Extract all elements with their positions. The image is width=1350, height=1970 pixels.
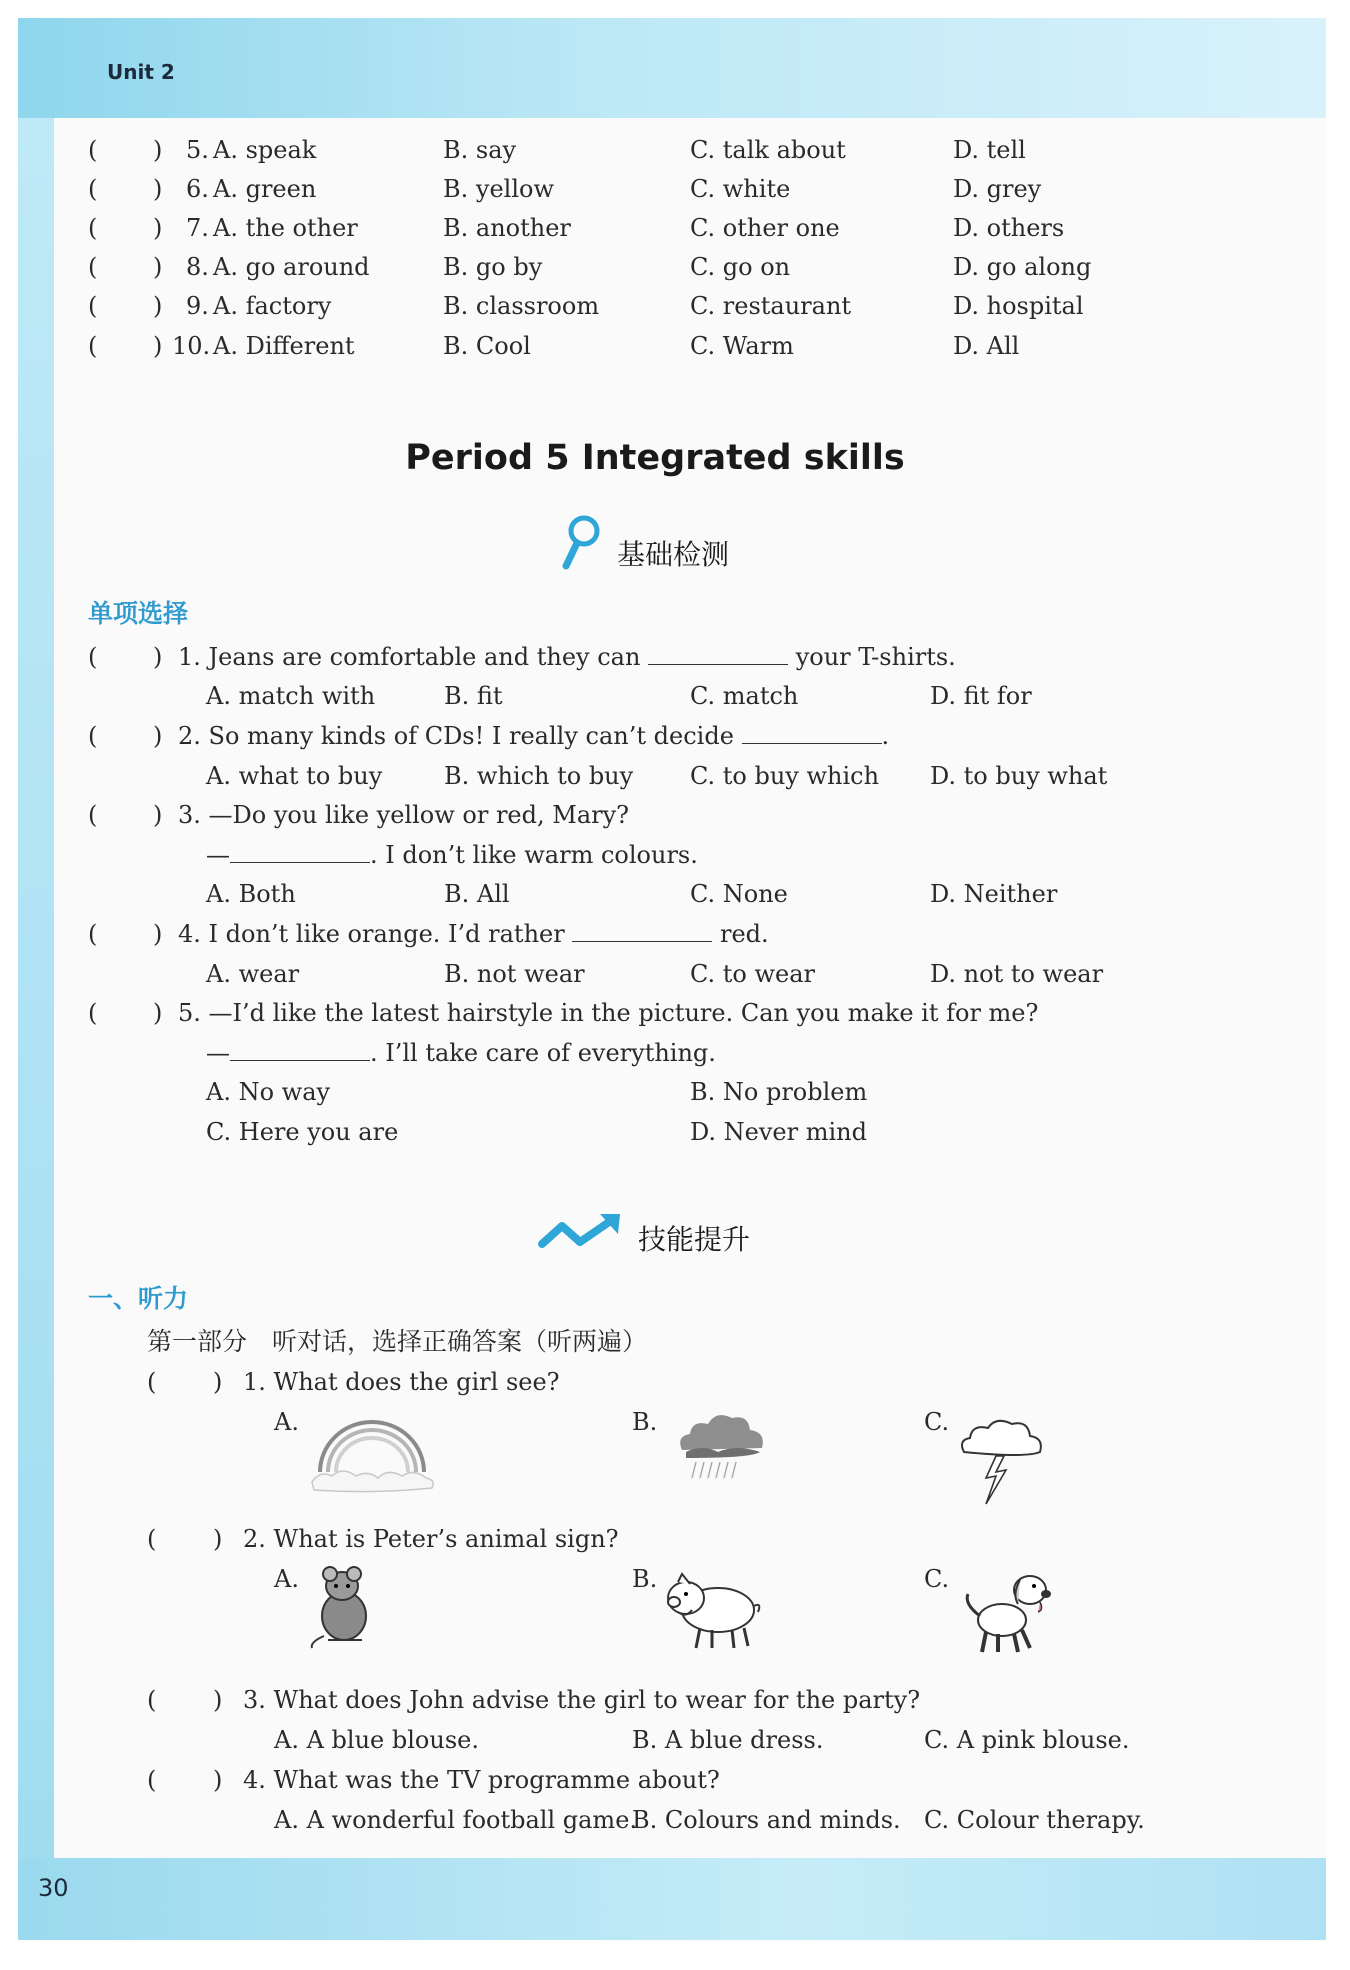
option-d: D. go along [953,253,1092,281]
answer-paren-left: ( [147,1766,157,1794]
answer-paren-left: ( [147,1368,157,1396]
question-stem: 3. What does John advise the girl to wear for the party? [243,1686,921,1714]
answer-paren-left: ( [88,722,98,750]
rising-arrow-icon [538,1212,622,1252]
option-b: B. yellow [443,175,554,203]
answer-paren-left: ( [88,175,98,203]
pig-icon [660,1568,764,1652]
option-b: B. No problem [690,1078,868,1106]
option-b: B. another [443,214,571,242]
answer-paren-right: ) [153,999,163,1027]
answer-paren-left: ( [88,643,98,671]
option-d: D. Never mind [690,1118,867,1146]
option-d: D. Neither [930,880,1058,908]
answer-paren-right: ) [213,1686,223,1714]
option-d: D. not to wear [930,960,1104,988]
answer-paren-left: ( [88,214,98,242]
option-a: A. Different [213,332,355,360]
option-c: C. match [690,682,799,710]
single-choice-label: 单项选择 [88,599,189,628]
answer-paren-right: ) [153,292,163,320]
question-stem: 4. I don’t like orange. I’d rather red. [178,920,769,948]
option-d: D. to buy what [930,762,1108,790]
option-c: C. [924,1565,950,1593]
reply-line: — . I’ll take care of everything. [206,1039,716,1067]
question-stem: 3. —Do you like yellow or red, Mary? [178,801,630,829]
option-c: C. restaurant [690,292,852,320]
answer-paren-right: ) [153,136,163,164]
option-a: A. the other [213,214,358,242]
answer-paren-left: ( [88,332,98,360]
answer-paren-left: ( [88,801,98,829]
reply-line: — . I don’t like warm colours. [206,841,698,869]
question-stem: 5. —I’d like the latest hairstyle in the picture. Can you make it for me? [178,999,1039,1027]
period-title: Period 5 Integrated skills [405,438,905,478]
option-b: B. Cool [443,332,531,360]
question-stem: 4. What was the TV programme about? [243,1766,720,1794]
question-stem: 1. Jeans are comfortable and they can your T-shirts. [178,643,956,671]
listening-instructions: 第一部分 听对话，选择正确答案（听两遍） [147,1327,648,1356]
option-a: A. A blue blouse. [274,1726,479,1754]
question-stem: 1. What does the girl see? [243,1368,560,1396]
option-d: D. All [953,332,1020,360]
option-b: B. go by [443,253,543,281]
option-a: A. match with [206,682,376,710]
answer-paren-right: ) [153,643,163,671]
option-c: C. [924,1408,950,1436]
option-d: D. grey [953,175,1042,203]
answer-paren-right: ) [213,1766,223,1794]
option-b: B. classroom [443,292,600,320]
option-c: C. to wear [690,960,816,988]
option-a: A. [274,1408,299,1436]
option-a: A. A wonderful football game. [274,1806,638,1834]
question-stem: 2. So many kinds of CDs! I really can’t decide . [178,722,890,750]
option-b: B. All [444,880,510,908]
answer-paren-right: ) [153,332,163,360]
option-a: A. factory [213,292,332,320]
option-d: D. tell [953,136,1026,164]
answer-paren-right: ) [213,1525,223,1553]
rain-cloud-icon [672,1404,772,1484]
answer-blank[interactable] [572,923,712,942]
listening-label: 一、听力 [88,1284,189,1313]
option-c: C. None [690,880,788,908]
option-c: C. go on [690,253,791,281]
option-c: C. to buy which [690,762,880,790]
answer-paren-left: ( [147,1686,157,1714]
question-number: 7. [186,214,209,242]
magnifier-icon [560,514,602,570]
question-number: 10. [172,332,211,360]
option-a: A. what to buy [206,762,383,790]
dog-icon [952,1564,1058,1656]
option-a: A. Both [206,880,296,908]
section-basic-title: 基础检测 [617,538,730,571]
option-c: C. A pink blouse. [924,1726,1130,1754]
option-b: B. A blue dress. [632,1726,824,1754]
question-stem: 2. What is Peter’s animal sign? [243,1525,619,1553]
option-c: C. Here you are [206,1118,399,1146]
answer-paren-left: ( [88,136,98,164]
answer-blank[interactable] [230,1042,370,1061]
question-number: 5. [186,136,209,164]
answer-blank[interactable] [742,725,882,744]
option-b: B. [632,1408,658,1436]
answer-paren-left: ( [88,253,98,281]
question-number: 6. [186,175,209,203]
rat-icon [306,1566,376,1650]
answer-blank[interactable] [648,646,788,665]
option-a: A. [274,1565,299,1593]
option-a: A. green [213,175,317,203]
rainbow-icon [308,1410,438,1495]
option-b: B. say [443,136,517,164]
option-d: D. others [953,214,1065,242]
answer-blank[interactable] [230,844,370,863]
answer-paren-left: ( [88,920,98,948]
option-d: D. hospital [953,292,1084,320]
option-b: B. fit [444,682,503,710]
answer-paren-right: ) [153,801,163,829]
option-b: B. Colours and minds. [632,1806,901,1834]
option-c: C. white [690,175,791,203]
option-c: C. other one [690,214,840,242]
option-c: C. Warm [690,332,794,360]
option-b: B. which to buy [444,762,634,790]
option-a: A. wear [206,960,300,988]
option-d: D. fit for [930,682,1032,710]
answer-paren-right: ) [153,214,163,242]
option-a: A. go around [213,253,370,281]
option-b: B. not wear [444,960,585,988]
answer-paren-right: ) [153,175,163,203]
thunder-cloud-icon [956,1412,1046,1508]
answer-paren-right: ) [153,253,163,281]
option-a: A. No way [206,1078,331,1106]
section-skills-title: 技能提升 [638,1223,751,1256]
option-a: A. speak [213,136,317,164]
answer-paren-left: ( [88,999,98,1027]
option-c: C. Colour therapy. [924,1806,1145,1834]
bottom-banner [18,1858,1326,1940]
answer-paren-right: ) [213,1368,223,1396]
page-number: 30 [38,1874,69,1902]
answer-paren-right: ) [153,920,163,948]
unit-label: Unit 2 [107,60,175,84]
option-b: B. [632,1565,658,1593]
question-number: 9. [186,292,209,320]
question-number: 8. [186,253,209,281]
answer-paren-right: ) [153,722,163,750]
left-banner [18,118,54,1928]
top-banner [18,18,1326,118]
answer-paren-left: ( [147,1525,157,1553]
answer-paren-left: ( [88,292,98,320]
option-c: C. talk about [690,136,846,164]
